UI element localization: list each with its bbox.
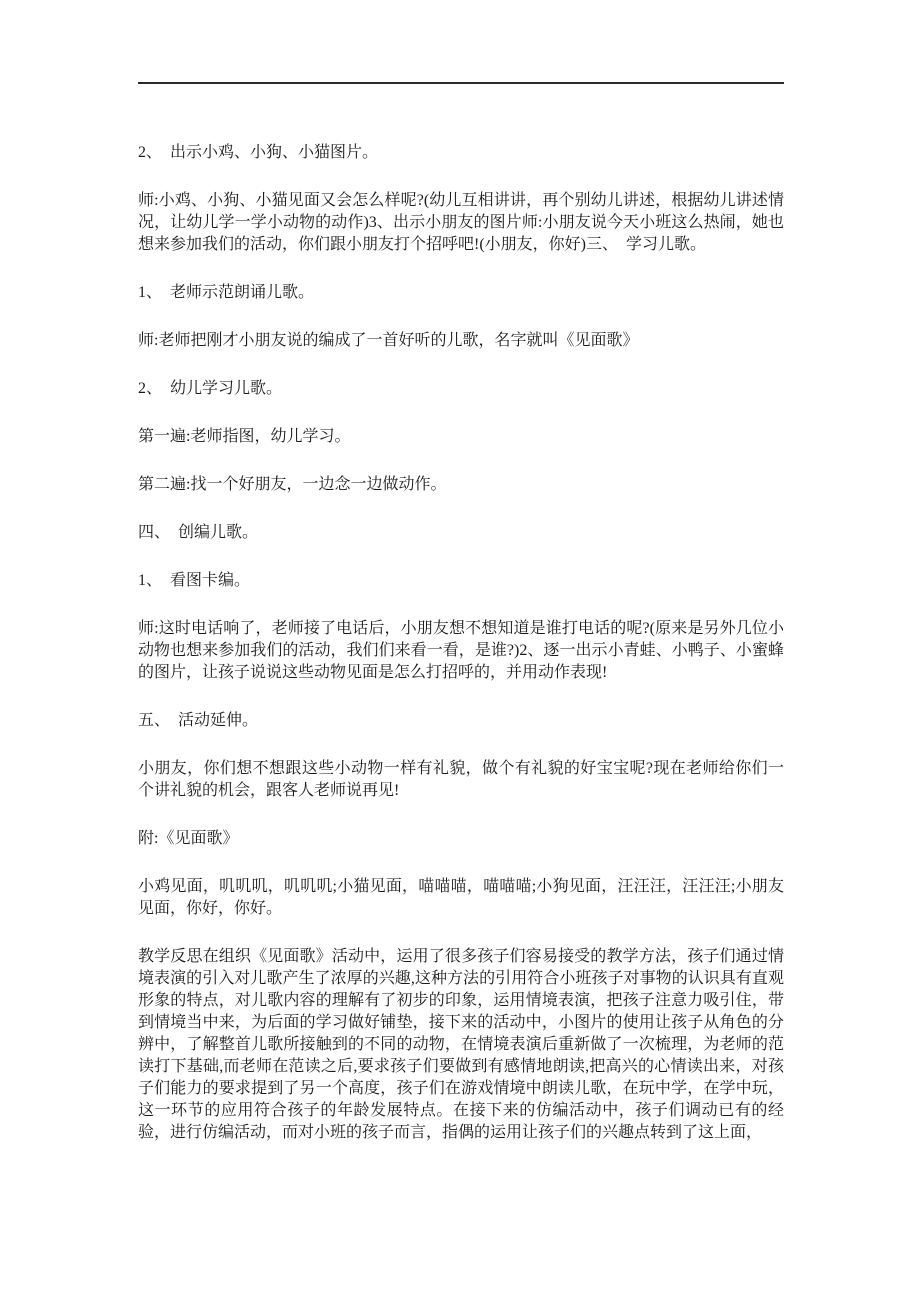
paragraph: 教学反思在组织《见面歌》活动中，运用了很多孩子们容易接受的教学方法，孩子们通过情境表演的引入对儿歌产生了浓厚的兴趣,这种方法的引用符合小班孩子对事物的认识具有直观形象的特点，对儿歌内容的理解有了初步的印象，运用情境表演，把孩子注意力吸引住，带到情境当中来，为后面的学习做好铺垫，接下来的活动中，小图片的使用让孩子从角色的分辨中，了解整首儿歌所接触到的不同的动物，在情境表演后重新做了一次梳理，为老师的范读打下基础,而老师在范读之后,要求孩子们要做到有感情地朗读,把高兴的心情读出来，对孩子们能力的要求提到了另一个高度，孩子们在游戏情境中朗读儿歌，在玩中学，在学中玩，这一环节的应用符合孩子的年龄发展特点。在接下来的仿编活动中，孩子们调动已有的经验，进行仿编活动，而对小班的孩子而言，指偶的运用让孩子们的兴趣点转到了这上面， bbox=[138, 948, 784, 1141]
paragraph: 师:小鸡、小狗、小猫见面又会怎么样呢?(幼儿互相讲讲，再个别幼儿讲述，根据幼儿讲述情况，让幼儿学一学小动物的动作)3、出示小朋友的图片师:小朋友说今天小班这么热闹，她也想来参加我们的活动，你们跟小朋友打个招呼吧!(小朋友，你好)三、 学习儿歌。 bbox=[138, 192, 784, 253]
paragraph: 附:《见面歌》 bbox=[138, 830, 239, 847]
paragraph: 1、 看图卡编。 bbox=[138, 572, 251, 589]
paragraph: 师:这时电话响了，老师接了电话后，小朋友想不想知道是谁打电话的呢?(原来是另外几位小动物也想来参加我们的活动，我们们来看一看，是谁?)2、逐一出示小青蛙、小鸭子、小蜜蜂的图片，让孩子说说这些动物见面是怎么打招呼的，并用动作表现! bbox=[138, 620, 784, 681]
paragraph: 第一遍:老师指图，幼儿学习。 bbox=[138, 428, 351, 445]
paragraph: 小朋友，你们想不想跟这些小动物一样有礼貌，做个有礼貌的好宝宝呢?现在老师给你们一个讲礼貌的机会，跟客人老师说再见! bbox=[138, 760, 784, 799]
paragraph: 四、 创编儿歌。 bbox=[138, 524, 259, 541]
paragraph: 第二遍:找一个好朋友，一边念一边做动作。 bbox=[138, 476, 447, 493]
paragraph: 2、 幼儿学习儿歌。 bbox=[138, 380, 283, 397]
paragraph: 小鸡见面，叽叽叽，叽叽叽;小猫见面，喵喵喵，喵喵喵;小狗见面，汪汪汪，汪汪汪;小朋友见面，你好，你好。 bbox=[138, 878, 784, 917]
paragraph: 2、 出示小鸡、小狗、小猫图片。 bbox=[138, 144, 379, 161]
paragraph: 五、 活动延伸。 bbox=[138, 712, 259, 729]
paragraph: 师:老师把刚才小朋友说的编成了一首好听的儿歌，名字就叫《见面歌》 bbox=[138, 332, 639, 349]
header-rule bbox=[138, 82, 784, 84]
paragraph: 1、 老师示范朗诵儿歌。 bbox=[138, 284, 315, 301]
